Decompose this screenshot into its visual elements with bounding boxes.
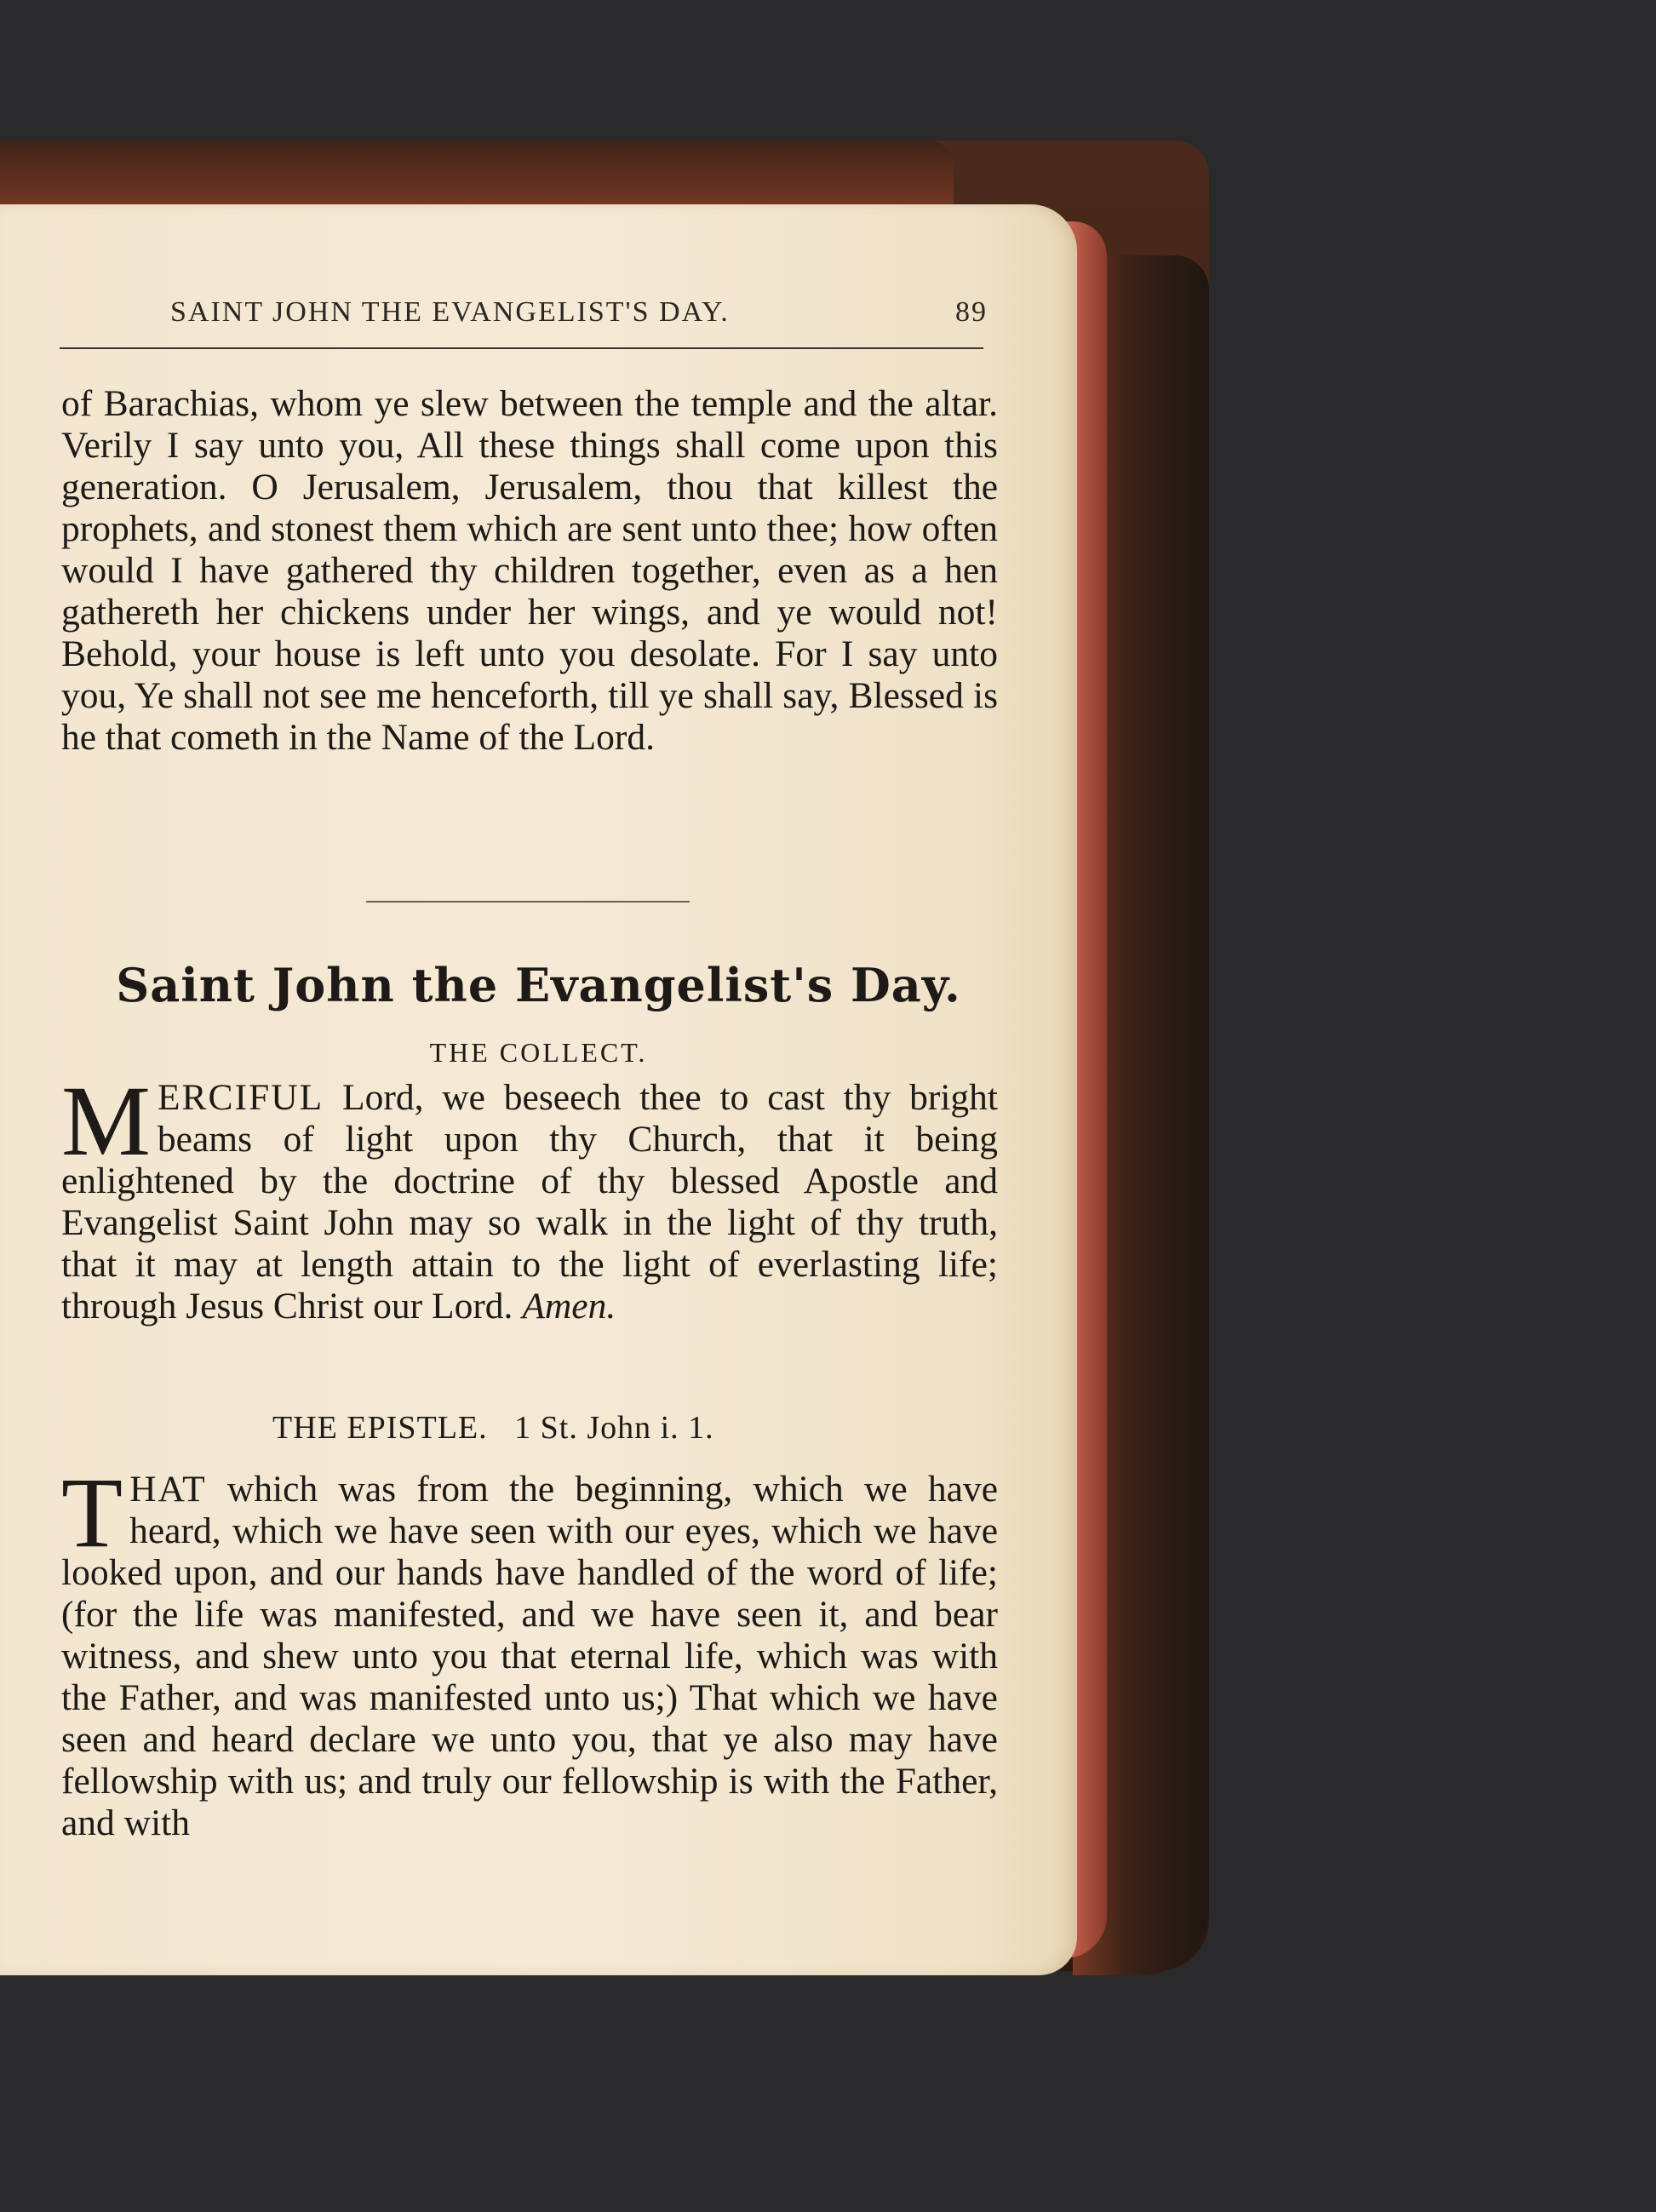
- epistle-heading-label: THE EPISTLE.: [272, 1410, 488, 1446]
- collect-heading: THE COLLECT.: [429, 1037, 648, 1068]
- book-page: [0, 204, 1077, 1975]
- epistle-paragraph: [61, 1457, 998, 1844]
- page-number: 89: [955, 296, 988, 328]
- running-head: [170, 296, 988, 339]
- epistle-dropcap: T: [61, 1457, 123, 1568]
- collect-first-word: ERCIFUL: [157, 1077, 324, 1118]
- collect-text: Lord, we beseech thee to cast thy bright beams of light upon thy Church, that it being enlightened by the doctrine of thy blessed Apostle and Evangelist Saint John may so walk in the light of thy truth, that it may at length attain to the light of everlasting life; through Jesus Christ our Lord.: [61, 1077, 998, 1327]
- collect-paragraph: [61, 1065, 998, 1327]
- epistle-text: which was from the beginning, which we have heard, which we have seen with our eyes, which we have looked upon, and our hands have handled of the word of life; (for the life was manifested, and we have seen it, and bear witness, and shew unto you that eternal life, which was with the Father, and was manifested unto us;) That which we have seen and heard declare we unto you, that ye also may have fellowship with us; and truly our fellowship is with the Father, and with: [61, 1469, 998, 1843]
- section-separator: [366, 901, 690, 903]
- epistle-heading: [272, 1409, 868, 1447]
- epistle-reference: 1 St. John i. 1.: [514, 1410, 714, 1446]
- collect-dropcap: M: [61, 1065, 151, 1177]
- feast-title: Saint John the Evangelist's Day.: [116, 958, 961, 1012]
- collect-amen: Amen.: [522, 1286, 616, 1327]
- header-rule: [60, 347, 983, 349]
- epistle-first-word: HAT: [129, 1469, 207, 1510]
- running-head-title: SAINT JOHN THE EVANGELIST'S DAY.: [170, 296, 730, 328]
- gospel-conclusion-paragraph: of Barachias, whom ye slew between the temple and the altar. Verily I say unto you, All these things shall come upon this generation. O Jerusalem, Jerusalem, thou that killest the prophets, and stonest them which are sent unto thee; how often would I have gathered thy children together, even as a hen gathereth her chickens under her wings, and ye would not! Behold, your house is left unto you desolate. For I say unto you, Ye shall not see me henceforth, till ye shall say, Blessed is he that cometh in the Name of the Lord.: [61, 383, 998, 758]
